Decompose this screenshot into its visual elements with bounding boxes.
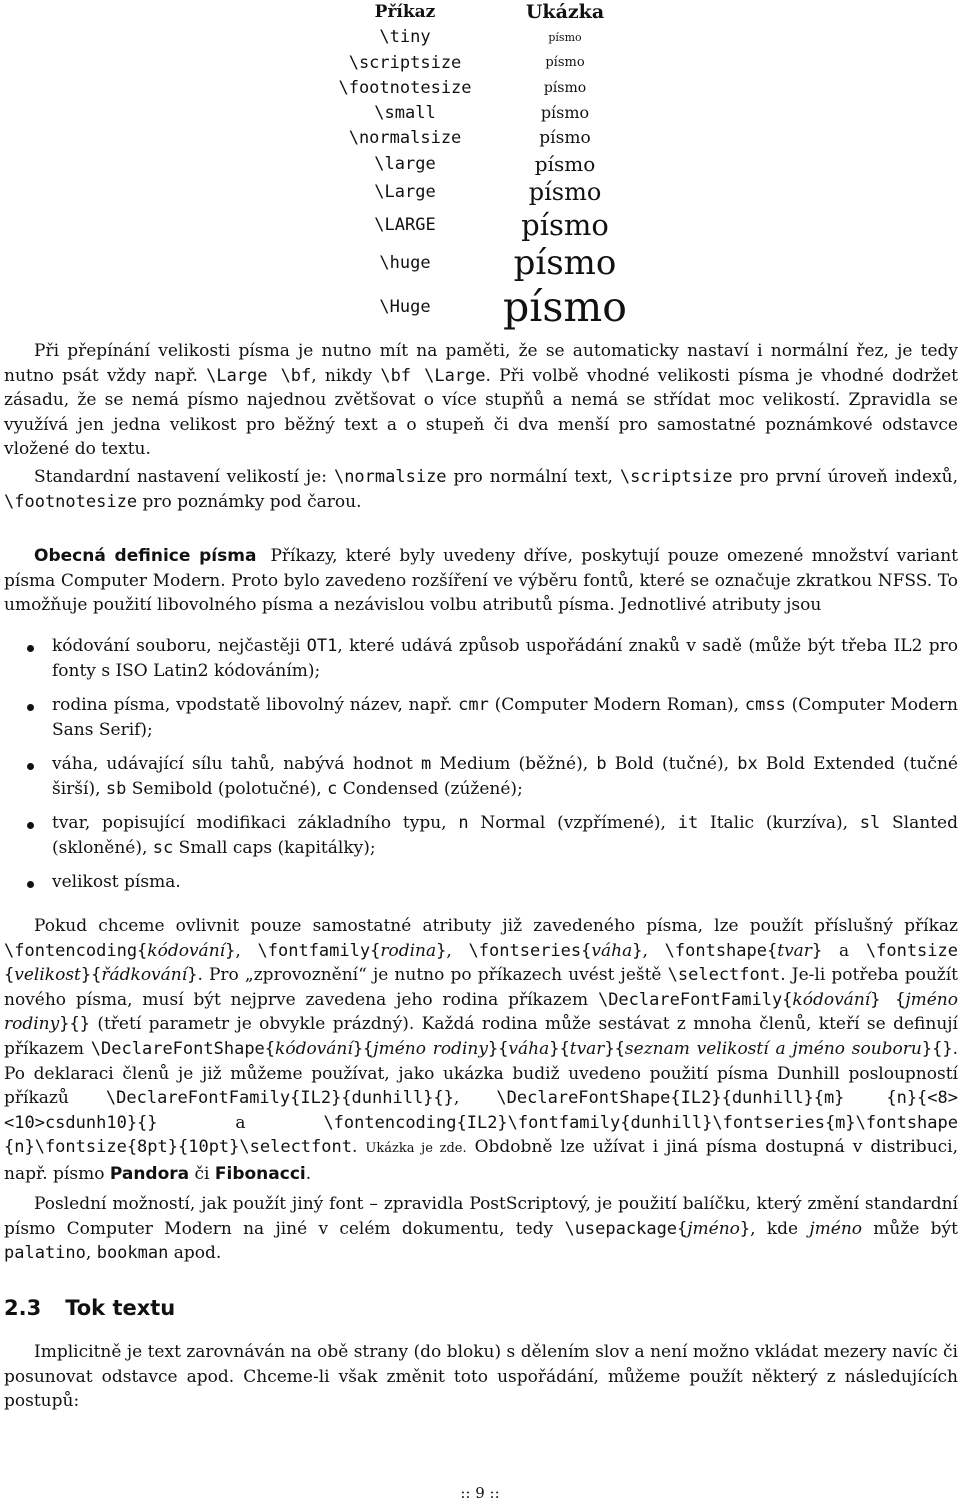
code: }{: [352, 1038, 374, 1059]
text: (Computer Modern Sans Serif);: [52, 695, 958, 740]
table-row: [320, 125, 640, 150]
text: . Po deklaraci členů je již můžeme používat, jako ukázka budiž uvedeno použití písma Dunhill posloupností příkazů: [4, 1038, 958, 1109]
text: Bold Extended (tučné širší),: [52, 754, 958, 799]
code: }: [225, 940, 236, 961]
table-row: [320, 24, 640, 50]
code: \fontshape{: [664, 940, 778, 961]
text: ,: [85, 1243, 97, 1263]
code: } {: [870, 989, 906, 1010]
code: sc: [152, 837, 174, 858]
param: tvar: [777, 940, 812, 961]
param: kódování: [147, 940, 226, 961]
code: }{: [487, 1038, 509, 1059]
text: velikost písma.: [52, 872, 181, 892]
text: pro první úroveň indexů,: [732, 467, 958, 487]
size-sample: písmo: [528, 178, 602, 206]
list-item: [0, 870, 958, 895]
table-row: [320, 283, 640, 331]
param: rodina: [380, 940, 437, 961]
bullet-icon: [27, 822, 34, 829]
text: , nikdy: [311, 365, 381, 386]
code: cmr: [458, 695, 489, 715]
code: }{: [80, 965, 102, 986]
text: , které udává způsob uspořádání znaků v sadě (může být třeba IL2 pro fonty s ISO Latin2 kódováním);: [52, 636, 958, 681]
code: \DeclareFontFamily{IL2}{dunhill}{}: [105, 1088, 454, 1109]
text: Semibold (polotučné),: [126, 778, 328, 799]
code: \fontencoding{: [4, 940, 148, 961]
size-sample: písmo: [534, 151, 596, 176]
text: váha, udávající sílu tahů, nabývá hodnot: [52, 754, 422, 774]
list-item: [0, 811, 958, 860]
code: \DeclareFontShape{IL2}{dunhill}{m} {n}{<8><10>csdunh10}{}: [4, 1088, 958, 1133]
table-row: [320, 150, 640, 177]
text: .: [352, 1137, 366, 1158]
code: \footnotesize: [4, 491, 138, 512]
code: }: [436, 940, 447, 961]
bullet-icon: [27, 704, 34, 711]
text: . Při volbě vhodné velikosti písma je vhodné dodržet zásadu, že se nemá písmo najednou zvětšovat o více stupňů a nemá se střídat moc velikostí. Zpravidla se využívá jen jedna velikost pro běžný text a o stupeň či dva menší pro samostatné poznámkové odstavce vložené do textu.: [4, 365, 959, 459]
dunhill-sample: Ukázka je zde.: [365, 1141, 467, 1157]
size-command: \LARGE: [374, 214, 436, 235]
size-command: \Large: [374, 182, 436, 202]
code: }{: [549, 1038, 570, 1059]
text: .: [305, 1163, 312, 1184]
size-command: \small: [374, 102, 436, 123]
table-header: [320, 0, 640, 24]
code: }{: [604, 1038, 625, 1059]
list-item: [0, 752, 958, 801]
code: }: [632, 940, 643, 961]
paragraph-font-definition: [4, 544, 958, 618]
size-sample: písmo: [539, 127, 591, 148]
code: n: [458, 813, 469, 833]
text: Při přepínání velikosti písma je nutno mít na paměti, že se automaticky nastaví i normální řez, je tedy nutno psát vždy např.: [4, 341, 958, 386]
table-row: [320, 50, 640, 75]
text: Poslední možností, jak použít jiný font – zpravidla PostScriptový, je použití balíčku, který změní standardní písmo Computer Modern na jiné v celém dokumentu, tedy: [4, 1194, 958, 1239]
size-sample: písmo: [513, 242, 617, 283]
table-row: [320, 75, 640, 100]
list-item: [0, 634, 958, 683]
param: jméno: [809, 1218, 863, 1239]
text: . Je-li potřeba použít nového písma, musí být nejprve zavedena jeho rodina příkazem: [4, 965, 958, 1010]
list-item: [0, 693, 958, 742]
param: jméno rodiny: [373, 1038, 488, 1059]
text: kódování souboru, nejčastěji: [52, 636, 307, 656]
code: \usepackage{: [564, 1218, 688, 1239]
text: (Computer Modern Roman),: [488, 695, 745, 715]
bullet-icon: [27, 763, 34, 770]
code: \fontseries{: [468, 940, 592, 961]
size-sample: písmo: [543, 79, 587, 96]
text: může být: [862, 1218, 958, 1239]
size-command: \huge: [379, 252, 431, 273]
size-sample: písmo: [548, 30, 582, 44]
code: palatino: [4, 1243, 86, 1263]
text: , kde: [750, 1218, 810, 1239]
code: bx: [737, 754, 758, 774]
text: ,: [642, 940, 665, 961]
code: }: [739, 1218, 751, 1239]
bullet-icon: [27, 645, 34, 652]
param: řádkování: [101, 965, 188, 986]
text: tvar, popisující modifikaci základního typu,: [52, 813, 459, 833]
param: jméno: [687, 1218, 740, 1239]
paragraph-font-attributes: [4, 914, 958, 1187]
size-command: \normalsize: [348, 127, 462, 148]
text: Příkazy, které byly uvedeny dříve, poskytují pouze omezené množství variant písma Computer Modern. Proto bylo zavedeno rozšíření ve výběru fontů, které se označuje zkratkou NFSS. To umožňuje použití libovolného písma a nezávislou volbu atributů písma. Jednotlivé atributy jsou: [4, 546, 958, 615]
param: kódování: [792, 989, 871, 1010]
size-command: \large: [374, 153, 436, 174]
section-title: Tok textu: [65, 1296, 176, 1320]
text: ,: [453, 1088, 497, 1109]
param: seznam velikostí a jméno souboru: [624, 1038, 922, 1059]
font-attribute-list: [0, 634, 958, 905]
text: Slanted (skloněné),: [52, 813, 958, 858]
code: }: [811, 940, 823, 961]
section-heading: [4, 1296, 175, 1320]
text: Implicitně je text zarovnáván na obě strany (do bloku) s dělením slov a není možno vkládat mezery navíc či posunovat odstavce apod. Chceme-li však změnit toto uspořádání, můžeme použít některý z následujících postupů:: [4, 1342, 958, 1411]
page-number: :: 9 ::: [460, 1484, 500, 1502]
text: ,: [446, 940, 469, 961]
text: Medium (běžné),: [431, 754, 597, 774]
text: . Pro „zprovoznění“ je nutno po příkazech uvést ještě: [197, 965, 668, 986]
param: váha: [508, 1038, 550, 1059]
code: \Large \bf: [206, 365, 312, 386]
code: \bf \Large: [380, 365, 486, 386]
code: c: [327, 778, 338, 799]
code: \fontfamily{: [257, 940, 381, 961]
table-row: [320, 100, 640, 125]
code: }{}: [59, 1014, 90, 1035]
size-command: \Huge: [379, 297, 431, 317]
code: sl: [859, 813, 881, 833]
size-command: \tiny: [379, 27, 431, 47]
paragraph-standard-sizes: [4, 465, 958, 514]
header-command: Příkaz: [374, 2, 436, 22]
table-row: [320, 242, 640, 283]
code: }{}: [921, 1038, 953, 1059]
size-sample: písmo: [540, 103, 590, 122]
size-sample: písmo: [521, 207, 609, 242]
size-command: \footnotesize: [338, 77, 472, 98]
code: }: [187, 965, 198, 986]
text: Small caps (kapitálky);: [173, 837, 376, 858]
pandora-sample: Pandora: [109, 1163, 190, 1184]
section-number: 2.3: [4, 1296, 42, 1320]
text: a: [822, 940, 866, 961]
text: Italic (kurzíva),: [698, 813, 860, 833]
size-sample: písmo: [503, 283, 627, 331]
text: Normal (vzpřímené),: [468, 813, 678, 833]
code: sb: [105, 778, 127, 799]
text: pro poznámky pod čarou.: [137, 491, 362, 512]
text: Condensed (zúžené);: [337, 778, 523, 799]
code: \fontencoding{IL2}\fontfamily{dunhill}\fontseries{m}\fontshape {n}\fontsize{8pt}{10pt}\selectfont: [4, 1112, 958, 1158]
code: bookman: [96, 1243, 169, 1263]
param: kódování: [275, 1038, 353, 1059]
text: Standardní nastavení velikostí je:: [34, 467, 334, 487]
table-row: [320, 207, 640, 242]
code: \DeclareFontFamily{: [597, 989, 793, 1010]
text: ,: [235, 940, 258, 961]
code: \DeclareFontShape{: [90, 1038, 276, 1059]
text: Obdobně lze užívat i jiná písma dostupná v distribuci, např. písmo: [4, 1137, 959, 1184]
code: it: [677, 813, 699, 833]
text: (třetí parametr je obvykle prázdný). Každá rodina může sestávat z mnoha členů, kteří se definují příkazem: [4, 1014, 958, 1059]
code: \normalsize: [333, 467, 447, 487]
paragraph-usepackage: [4, 1192, 958, 1266]
param: velikost: [14, 965, 81, 986]
text: pro normální text,: [446, 467, 620, 487]
text: Bold (tučné),: [606, 754, 738, 774]
table-row: [320, 177, 640, 207]
code: \fontsize {: [4, 940, 958, 986]
text: či: [189, 1163, 215, 1184]
paragraph-text-flow: [4, 1340, 958, 1414]
fibonacci-sample: Fibonacci: [214, 1163, 306, 1184]
param: jméno rodiny: [4, 989, 958, 1035]
paragraph-size-switching: [4, 339, 958, 462]
param: váha: [591, 940, 633, 961]
font-size-table: [320, 0, 640, 331]
size-command: \scriptsize: [348, 52, 462, 73]
code: b: [596, 754, 607, 774]
code: \scriptsize: [619, 467, 733, 487]
text: Pokud chceme ovlivnit pouze samostatné atributy již zavedeného písma, lze použít příslušný příkaz: [34, 916, 958, 936]
text: apod.: [168, 1243, 222, 1263]
size-sample: písmo: [545, 55, 585, 70]
param: tvar: [569, 1038, 605, 1059]
code: cmss: [744, 695, 786, 715]
code: \selectfont: [667, 965, 781, 986]
header-sample: Ukázka: [525, 1, 605, 23]
run-in-heading: Obecná definice písma: [34, 546, 257, 566]
text: a: [157, 1112, 324, 1133]
code: m: [421, 754, 432, 774]
code: OT1: [306, 636, 338, 656]
bullet-icon: [27, 881, 34, 888]
text: rodina písma, vpodstatě libovolný název, např.: [52, 695, 459, 715]
